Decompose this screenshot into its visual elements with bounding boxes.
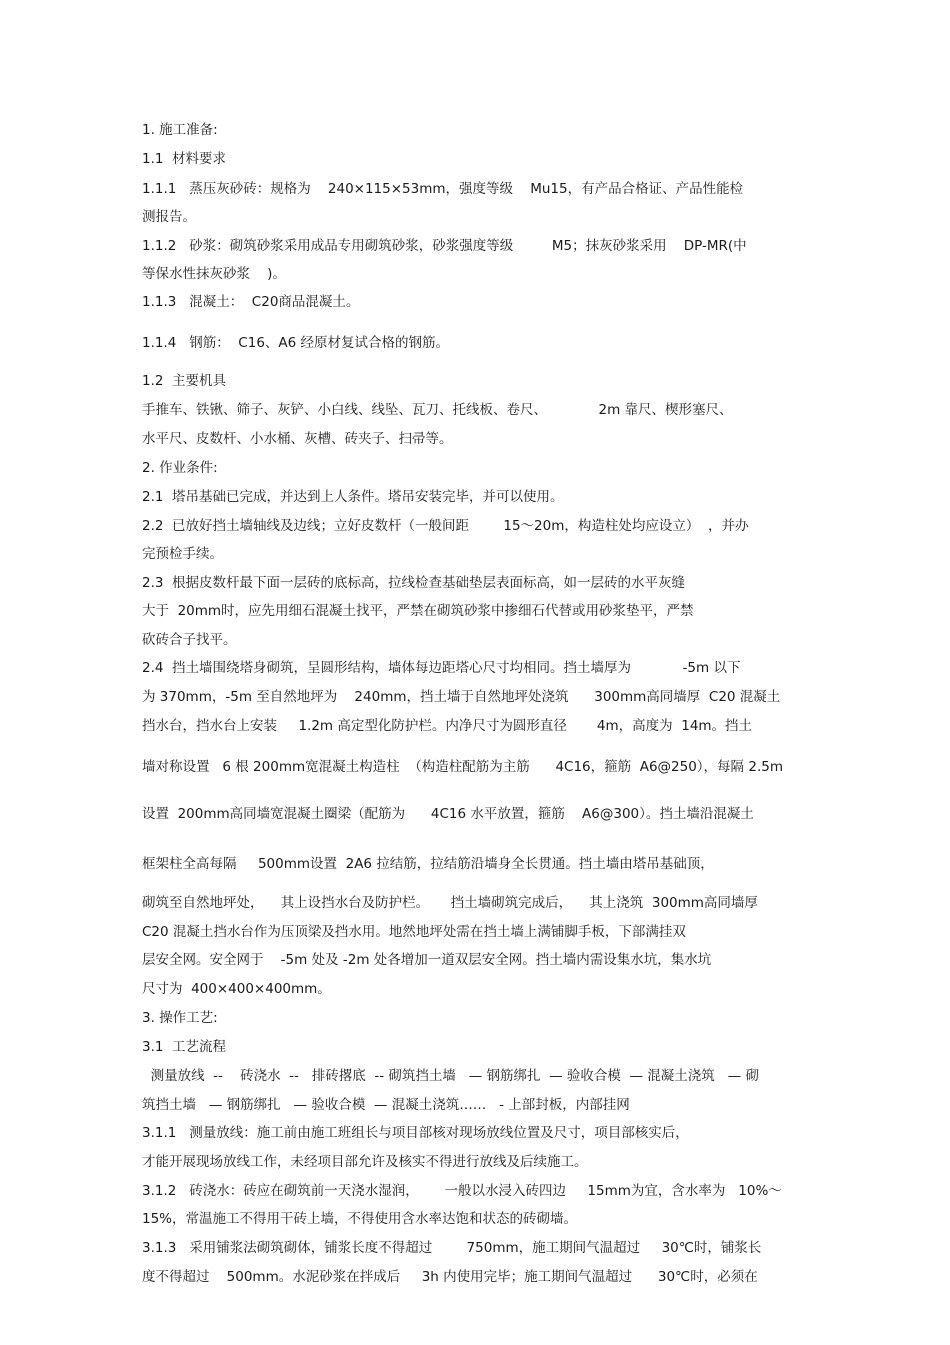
text-line: 完预检手续。 [142,546,223,562]
text-line: 2.4 挡土墙围绕塔身砌筑，呈圆形结构，墙体每边距塔心尺寸均相同。挡土墙厚为 -5m 以下 [142,660,741,676]
text-line: 1.1 材料要求 [142,151,227,167]
text-line: 手推车、铁锹、筛子、灰铲、小白线、线坠、瓦刀、托线板、卷尺、 2m 靠尺、楔形塞尺、 [142,402,733,418]
text-line: 15%，常温施工不得用干砖上墙，不得使用含水率达饱和状态的砖砌墙。 [142,1211,578,1227]
text-line: 筑挡土墙 — 钢筋绑扎 — 验收合模 — 混凝土浇筑…… - 上部封板，内部挂网 [142,1097,630,1113]
text-line: 水平尺、皮数杆、小水桶、灰槽、砖夹子、扫帚等。 [142,431,453,447]
text-line: 3.1.2 砖浇水：砖应在砌筑前一天浇水湿润， 一般以水浸入砖四边 15mm为宜，含水率为 10%～ [142,1183,782,1199]
text-line: 2.3 根据皮数杆最下面一层砖的底标高，拉线检查基础垫层表面标高，如一层砖的水平灰缝 [142,575,686,591]
text-line: 设置 200mm高同墙宽混凝土圈梁（配筋为 4C16 水平放置，箍筋 A6@300）。挡土墙沿混凝土 [142,806,754,822]
text-line: 1. 施工准备: [142,122,218,138]
text-line: 3.1.3 采用铺浆法砌筑砌体，铺浆长度不得超过 750mm，施工期间气温超过 30℃时，铺浆长 [142,1240,762,1256]
text-line: 大于 20mm时，应先用细石混凝土找平，严禁在砌筑砂浆中掺细石代替或用砂浆垫平，严禁 [142,603,694,619]
text-line: 才能开展现场放线工作，未经项目部允许及核实不得进行放线及后续施工。 [142,1154,588,1170]
text-line: 墙对称设置 6 根 200mm宽混凝土构造柱 （构造柱配筋为主筋 4C16，箍筋 A6@250），每隔 2.5m [142,759,783,775]
text-line: 度不得超过 500mm。水泥砂浆在拌成后 3h 内使用完毕；施工期间气温超过 30℃时，必须在 [142,1269,758,1285]
text-line: 1.1.2 砂浆：砌筑砂浆采用成品专用砌筑砂浆，砂浆强度等级 M5；抹灰砂浆采用 DP-MR(中 [142,238,747,254]
text-line: 3.1 工艺流程 [142,1039,227,1055]
text-line: 挡水台，挡水台上安装 1.2m 高定型化防护栏。内净尺寸为圆形直径 4m，高度为 14m。挡土 [142,718,753,734]
text-line: 为 370mm，-5m 至自然地坪为 240mm，挡土墙于自然地坪处浇筑 300mm高同墙厚 C20 混凝土 [142,689,781,705]
text-line: 框架柱全高每隔 500mm设置 2A6 拉结筋，拉结筋沿墙身全长贯通。挡土墙由塔吊基础顶， [142,856,714,872]
text-line: 砌筑至自然地坪处， 其上设挡水台及防护栏。 挡土墙砌筑完成后， 其上浇筑 300mm高同墙厚 [142,895,758,911]
text-line: 2.1 塔吊基础已完成，并达到上人条件。塔吊安装完毕，并可以使用。 [142,489,564,505]
text-line: 测量放线 -- 砖浇水 -- 排砖撂底 -- 砌筑挡土墙 — 钢筋绑扎 — 验收合模 — 混凝土浇筑 — 砌 [142,1068,759,1084]
text-line: 砍砖合子找平。 [142,632,237,648]
text-line: 等保水性抹灰砂浆 )。 [142,266,286,282]
text-line: 1.1.1 蒸压灰砂砖：规格为 240×115×53mm，强度等级 Mu15，有产品合格证、产品性能检 [142,181,744,197]
text-line: 2.2 已放好挡土墙轴线及边线；立好皮数杆（一般间距 15～20m，构造柱处均应设立） ，并办 [142,518,749,534]
text-line: 2. 作业条件: [142,460,218,476]
text-line: 3.1.1 测量放线：施工前由施工班组长与项目部核对现场放线位置及尺寸，项目部核实后， [142,1125,689,1141]
text-line: 1.2 主要机具 [142,373,227,389]
text-line: 1.1.3 混凝土： C20商品混凝土。 [142,294,360,310]
text-line: C20 混凝土挡水台作为压顶梁及挡水用。地然地坪处需在挡土墙上满铺脚手板，下部满挂双 [142,924,686,940]
text-line: 3. 操作工艺: [142,1010,218,1026]
text-line: 测报告。 [142,209,196,225]
text-line: 层安全网。安全网于 -5m 处及 -2m 处各增加一道双层安全网。挡土墙内需设集水坑，集水坑 [142,952,712,968]
text-line: 1.1.4 钢筋： C16、A6 经原材复试合格的钢筋。 [142,335,450,351]
text-line: 尺寸为 400×400×400mm。 [142,981,331,997]
